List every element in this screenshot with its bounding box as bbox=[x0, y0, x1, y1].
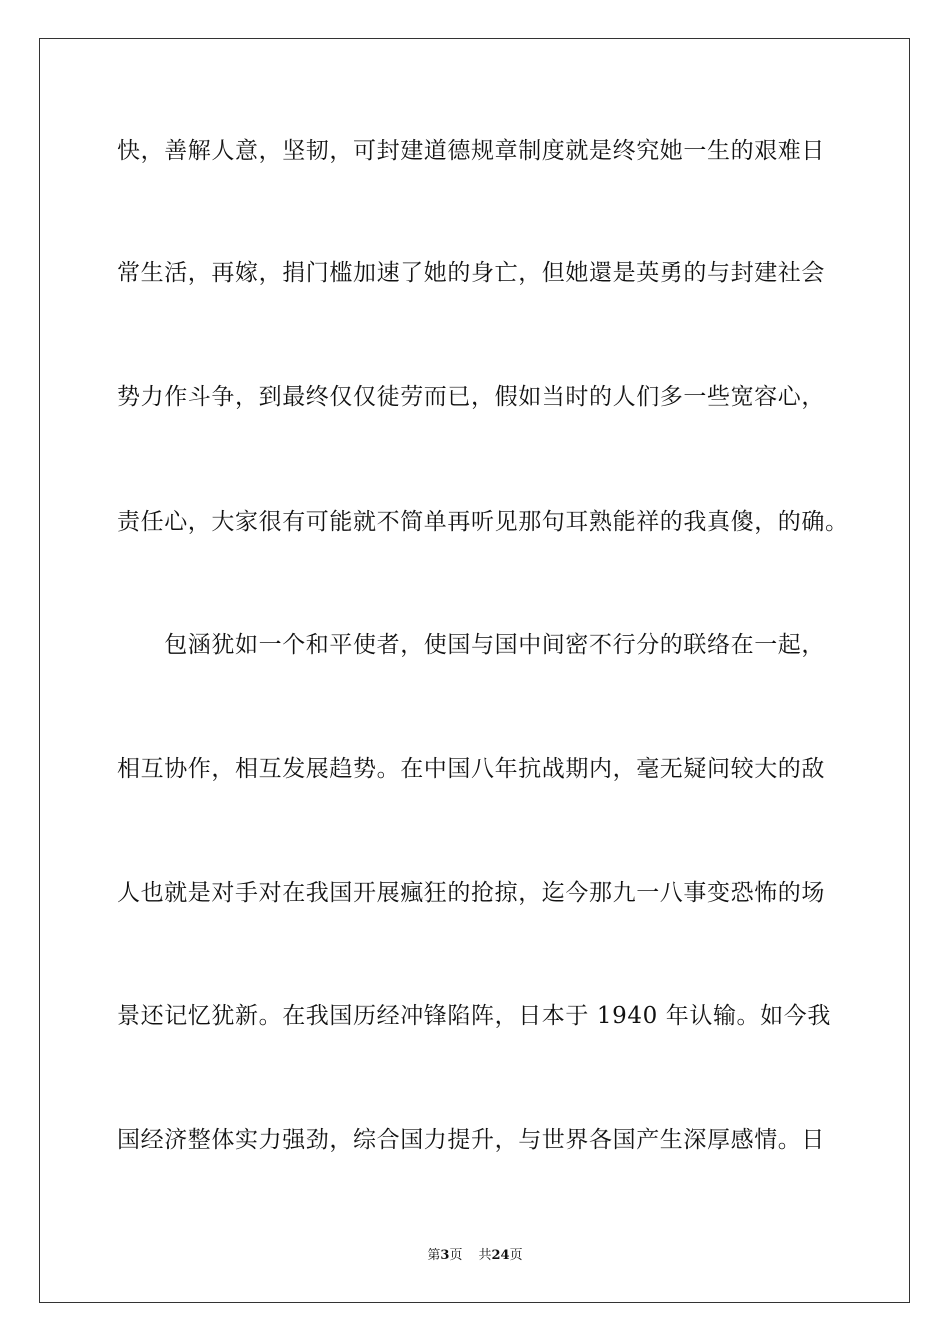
body-line-5: 包涵犹如一个和平使者，使国与国中间密不行分的联络在一起， bbox=[117, 632, 825, 658]
body-line-4: 责任心，大家很有可能就不简单再听见那句耳熟能祥的我真傻，的确。 bbox=[117, 509, 849, 535]
body-line-6: 相互协作，相互发展趋势。在中国八年抗战期内，毫无疑问较大的敌 bbox=[117, 756, 825, 782]
body-line-9: 国经济整体实力强劲，综合国力提升，与世界各国产生深厚感情。日 bbox=[117, 1127, 825, 1153]
body-line-3: 势力作斗争，到最终仅仅徒劳而已，假如当时的人们多一些宽容心， bbox=[117, 384, 825, 410]
total-pages: 24 bbox=[491, 1248, 510, 1263]
total-suffix: 页 bbox=[509, 1248, 523, 1263]
page-footer bbox=[0, 1248, 950, 1264]
page-prefix: 第 bbox=[427, 1248, 441, 1263]
page-suffix: 页 bbox=[449, 1248, 463, 1263]
page-number: 3 bbox=[440, 1248, 450, 1263]
body-line-2: 常生活，再嫁，捐门槛加速了她的身亡，但她還是英勇的与封建社会 bbox=[117, 260, 825, 286]
body-line-8: 景还记忆犹新。在我国历经冲锋陷阵，日本于 1940 年认输。如今我 bbox=[117, 1003, 831, 1029]
body-line-1: 快，善解人意，坚韧，可封建道德规章制度就是终究她一生的艰难日 bbox=[117, 138, 825, 164]
body-line-7: 人也就是对手对在我国开展瘋狂的抢掠，迄今那九一八事变恐怖的场 bbox=[117, 880, 825, 906]
total-prefix: 共 bbox=[478, 1248, 492, 1263]
page-border bbox=[39, 38, 910, 1303]
